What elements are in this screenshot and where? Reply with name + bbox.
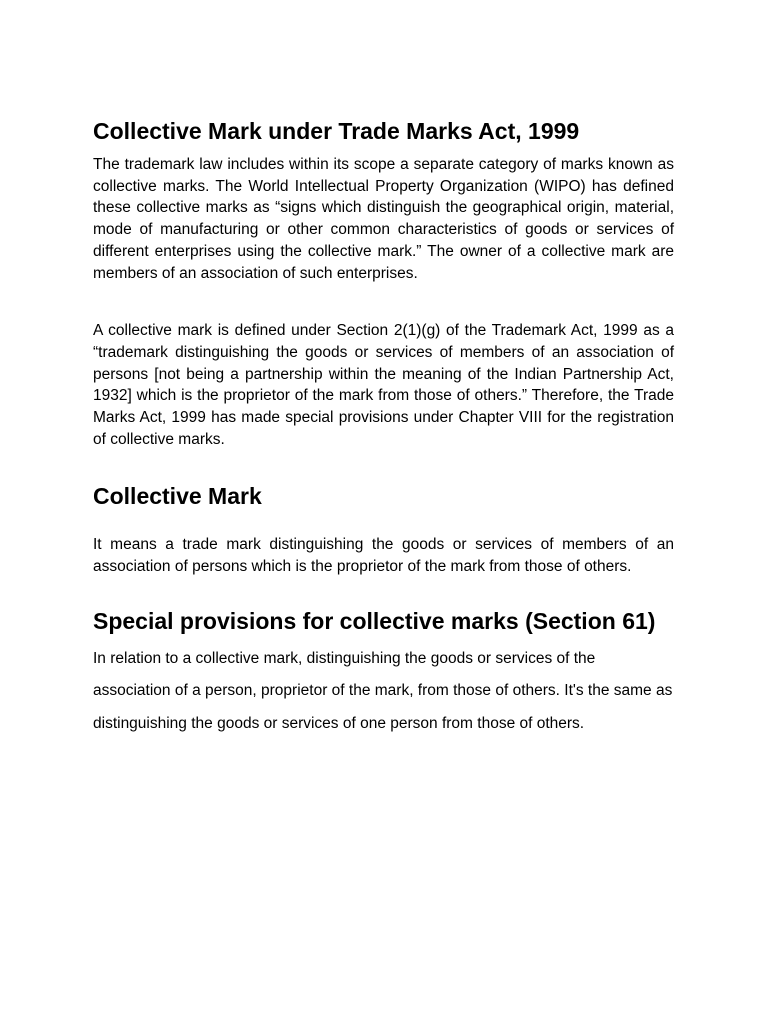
section-heading-special-provisions: Special provisions for collective marks (Section 61): [93, 607, 656, 634]
section-heading-collective-mark: Collective Mark: [93, 483, 262, 510]
document-page: [93, 115, 674, 740]
paragraph-special-provisions: In relation to a collective mark, distinguishing the goods or services of the association of a person, proprietor of the mark, from those of others. It's the same as distinguishing the goods or services of one person from those of others.: [93, 649, 673, 732]
paragraph-wipo-definition: The trademark law includes within its scope a separate category of marks known as collective marks. The World Intellectual Property Organization (WIPO) has defined these collective marks as “signs which distinguish the geographical origin, material, mode of manufacturing or other common characteristics of goods or services of different enterprises using the collective mark.” The owner of a collective mark are members of an association of such enterprises.: [93, 156, 674, 282]
paragraph-section-2-definition: A collective mark is defined under Section 2(1)(g) of the Trademark Act, 1999 as a “trademark distinguishing the goods or services of members of an association of persons [not being a partnership within the meaning of the Indian Partnership Act, 1932] which is the proprietor of the mark from those of others.” Therefore, the Trade Marks Act, 1999 has made special provisions under Chapter VIII for the registration of collective marks.: [93, 322, 674, 448]
section-heading-collective-mark-under-act: Collective Mark under Trade Marks Act, 1999: [93, 118, 580, 144]
paragraph-collective-mark-meaning: It means a trade mark distinguishing the goods or services of members of an association of persons which is the proprietor of the mark from those of others.: [93, 536, 674, 576]
